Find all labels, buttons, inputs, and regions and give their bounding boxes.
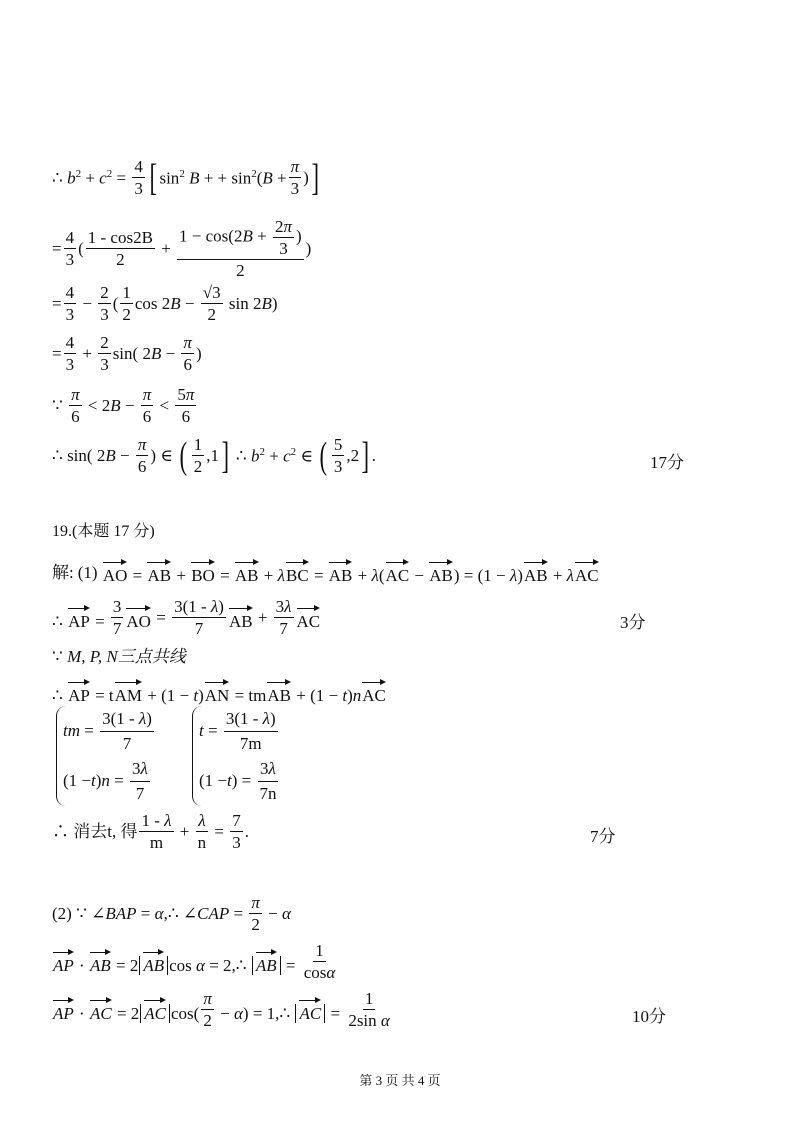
solution-line-8: AP · AC = 2 AC cos( $\frac{\pi}{2}$ − α) = 1,∴ AC = $\frac{1}{\text{2sin α}}$ [53, 989, 390, 1030]
solution-line-5: ∴ 消去t, 得 $\frac{1 - \lambda}{m}$ + $\frac{\lambda}{n}$ = $\frac{7}{3}$ . [52, 811, 249, 852]
solution-line-7: AP · AB = 2 AB cos α = 2,∴ AB = $\frac{1}{\cos\alpha}$ [53, 941, 336, 982]
math-line-3: = $\frac{4}{3}$ − $\frac{2}{3}$ ( $\frac{1}{2}$ cos 2B − $\frac{√3}{2}$ sin 2B) [52, 283, 278, 324]
equation-system-2: t = $\frac{3(1 - \lambda)}{7m}$ (1 − t ) = $\frac{3\lambda}{7n}$ [192, 706, 280, 806]
solution-line-3: ∵ M, P, N三点共线 [52, 647, 186, 666]
score-7: 7分 [590, 827, 616, 846]
solution-line-2: ∴ AP = $\frac{3}{7}$ AO = $\frac{3(1 - \lambda)}{7}$ AB + $\frac{3\lambda}{7}$ AC [52, 597, 321, 638]
line1-prefix: ∴ $b^2 + c^2$ = [52, 167, 131, 188]
solution-line-6: (2) ∵ ∠BAP = α,∴ ∠CAP = $\frac{\pi}{2}$ − α [52, 893, 291, 934]
collinear-text: M, P, N三点共线 [67, 647, 186, 666]
solution-line-4: ∴ AP = tAM + (1 − t)AN = tmAB + (1 − t)nAC [52, 680, 387, 704]
score-17: 17分 [650, 453, 684, 472]
equation-system-1: tm = $\frac{3(1 - \lambda)}{7}$ (1 − t ) n = $\frac{3\lambda}{7}$ [56, 706, 156, 806]
math-line-5: ∵ $\frac{\pi}{6}$ < 2B − $\frac{\pi}{6}$ < $\frac{5\pi}{6}$ [52, 385, 195, 426]
score-10: 10分 [632, 1007, 666, 1026]
math-line-4: = $\frac{4}{3}$ + $\frac{2}{3}$ sin( 2B − $\frac{\pi}{6}$ ) [52, 333, 202, 374]
fraction: $\frac{4}{3}$ [134, 157, 143, 198]
question-title: 19.(本题 17 分) [52, 523, 155, 540]
score-3: 3分 [620, 613, 646, 632]
solution-line-1: 解: (1) AO = AB + BO = AB + λBC = AB + λ(AC − AB) = (1 − λ)AB + λAC [52, 560, 600, 584]
math-line-2: = $\frac{4}{3}$ ( $\frac{1 - \cos 2B}{2}$ + 1 − cos(2B + $\frac{2\pi}{3}$ ) 2 ) [52, 217, 312, 280]
math-line-6: ∴ sin( 2B − $\frac{\pi}{6}$ ) ∈ ( $\frac{1}{2}$ ,1 ] ∴ $b^2 + c^2$ ∈ ( $\frac{5}{3}$ ,2 ] . [52, 434, 377, 477]
page-footer: 第 3 页 共 4 页 [359, 1073, 441, 1088]
math-line-1: ∴ $b^2 + c^2$ = $\frac{4}{3}$ [ $\sin^2 B$ + + $\sin^2(B$ + $\frac{\pi}{3}$ ) ] [52, 156, 319, 199]
solution-label: 解: [52, 562, 74, 582]
